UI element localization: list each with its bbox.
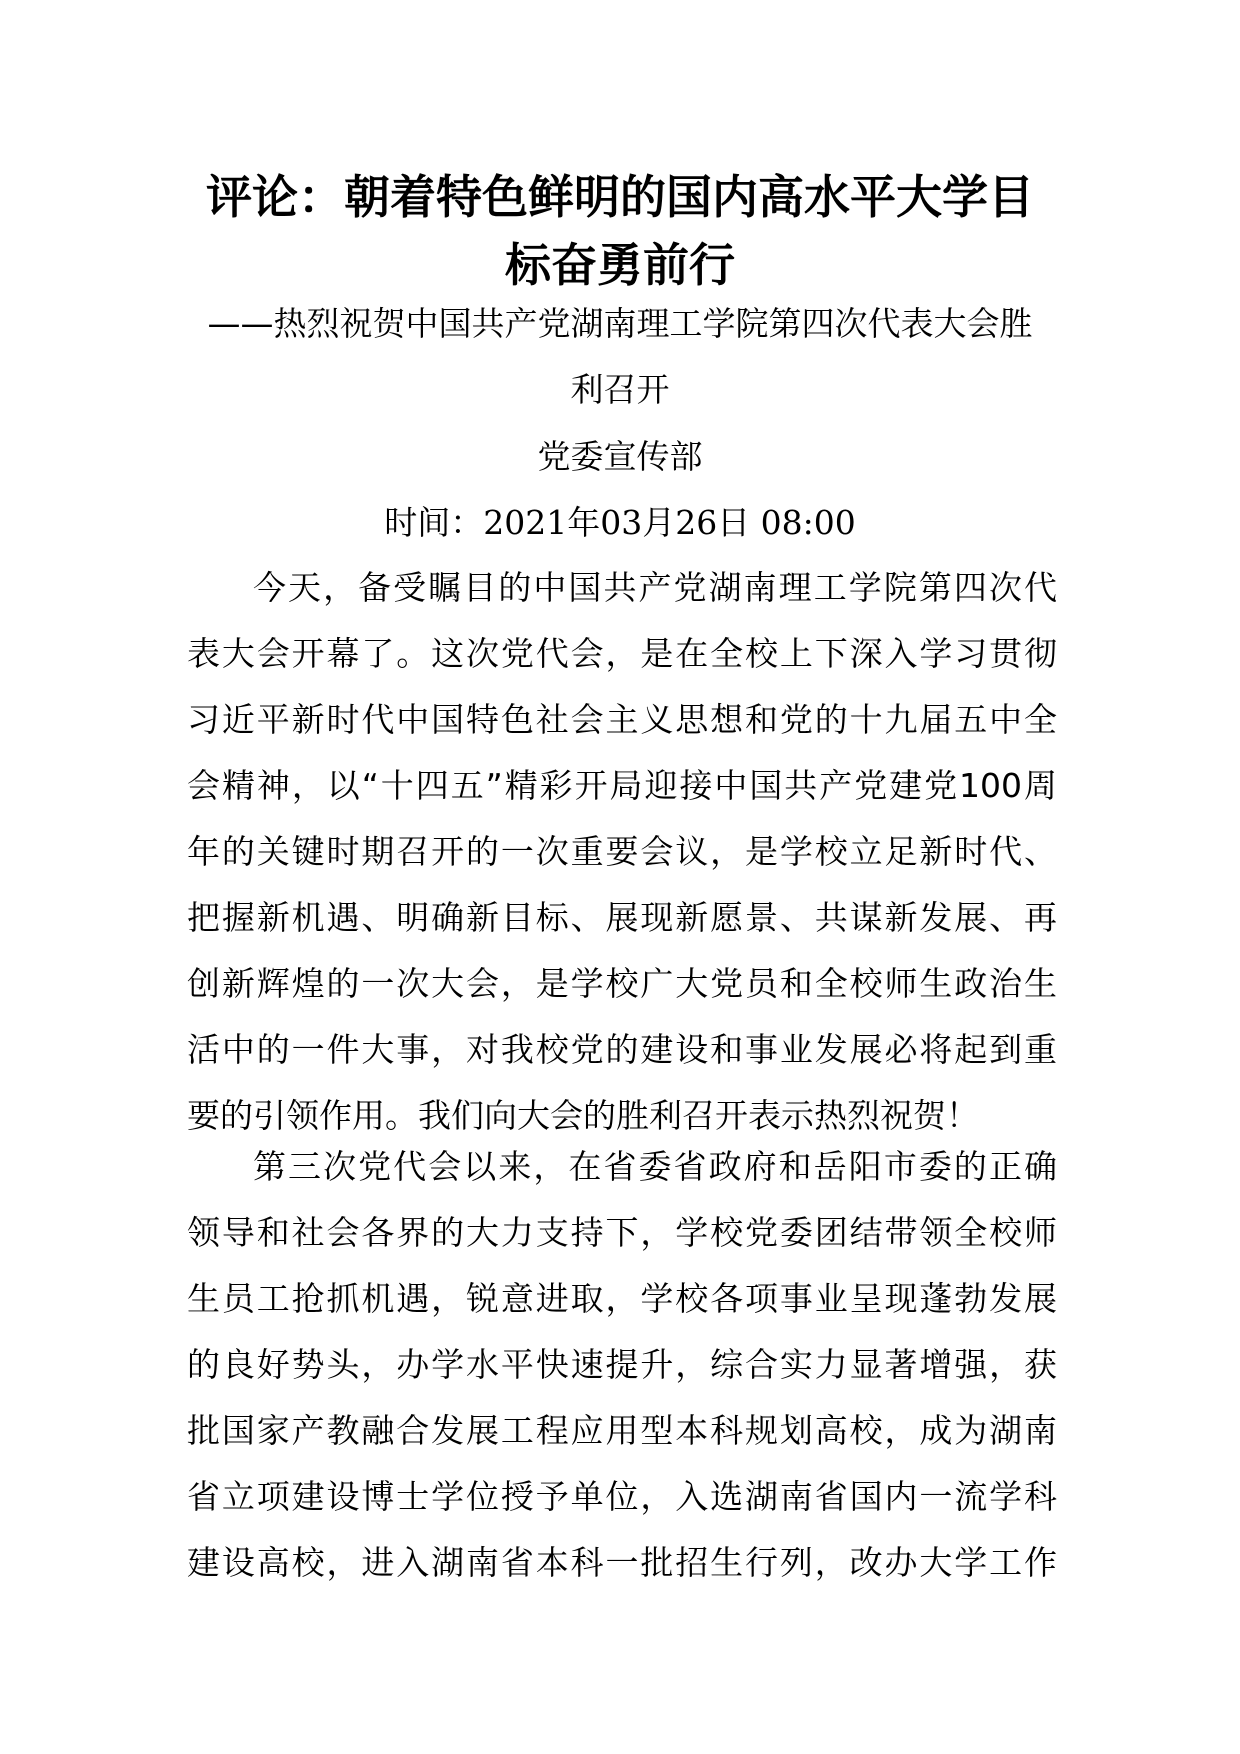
article-time: 时间：2021年03月26日 08:00 — [384, 503, 856, 542]
paragraph-line: 习近平新时代中国特色社会主义思想和党的十九届五中全 — [187, 700, 1057, 739]
paragraph-line: 生员工抢抓机遇，锐意进取，学校各项事业呈现蓬勃发展 — [187, 1279, 1057, 1318]
paragraph-line: 第三次党代会以来，在省委省政府和岳阳市委的正确 — [253, 1147, 1057, 1186]
article-author: 党委宣传部 — [537, 437, 703, 476]
paragraph-line: 表大会开幕了。这次党代会，是在全校上下深入学习贯彻 — [187, 634, 1057, 673]
body-paragraph — [187, 1147, 1057, 1609]
article-subtitle-line-1: ——热烈祝贺中国共产党湖南理工学院第四次代表大会胜 — [207, 304, 1033, 343]
paragraph-line: 创新辉煌的一次大会，是学校广大党员和全校师生政治生 — [187, 964, 1057, 1003]
paragraph-line: 把握新机遇、明确新目标、展现新愿景、共谋新发展、再 — [187, 898, 1057, 937]
article-title-line-1: 评论：朝着特色鲜明的国内高水平大学目 — [206, 170, 1034, 224]
paragraph-line: 会精神，以“十四五”精彩开局迎接中国共产党建党100周 — [187, 766, 1057, 805]
article-title-line-2: 标奋勇前行 — [505, 238, 735, 292]
paragraph-line: 领导和社会各界的大力支持下，学校党委团结带领全校师 — [187, 1213, 1057, 1252]
paragraph-line: 的良好势头，办学水平快速提升，综合实力显著增强，获 — [187, 1345, 1057, 1384]
body-paragraph — [187, 568, 1057, 1162]
paragraph-line: 年的关键时期召开的一次重要会议，是学校立足新时代、 — [187, 832, 1057, 871]
paragraph-line: 活中的一件大事，对我校党的建设和事业发展必将起到重 — [187, 1030, 1057, 1069]
paragraph-line: 今天，备受瞩目的中国共产党湖南理工学院第四次代 — [253, 568, 1057, 607]
paragraph-line: 要的引领作用。我们向大会的胜利召开表示热烈祝贺！ — [187, 1096, 979, 1135]
paragraph-line: 批国家产教融合发展工程应用型本科规划高校，成为湖南 — [187, 1411, 1057, 1450]
paragraph-line: 省立项建设博士学位授予单位，入选湖南省国内一流学科 — [187, 1477, 1057, 1516]
paragraph-line: 建设高校，进入湖南省本科一批招生行列，改办大学工作 — [187, 1543, 1057, 1582]
article-subtitle-line-2: 利召开 — [570, 370, 670, 409]
